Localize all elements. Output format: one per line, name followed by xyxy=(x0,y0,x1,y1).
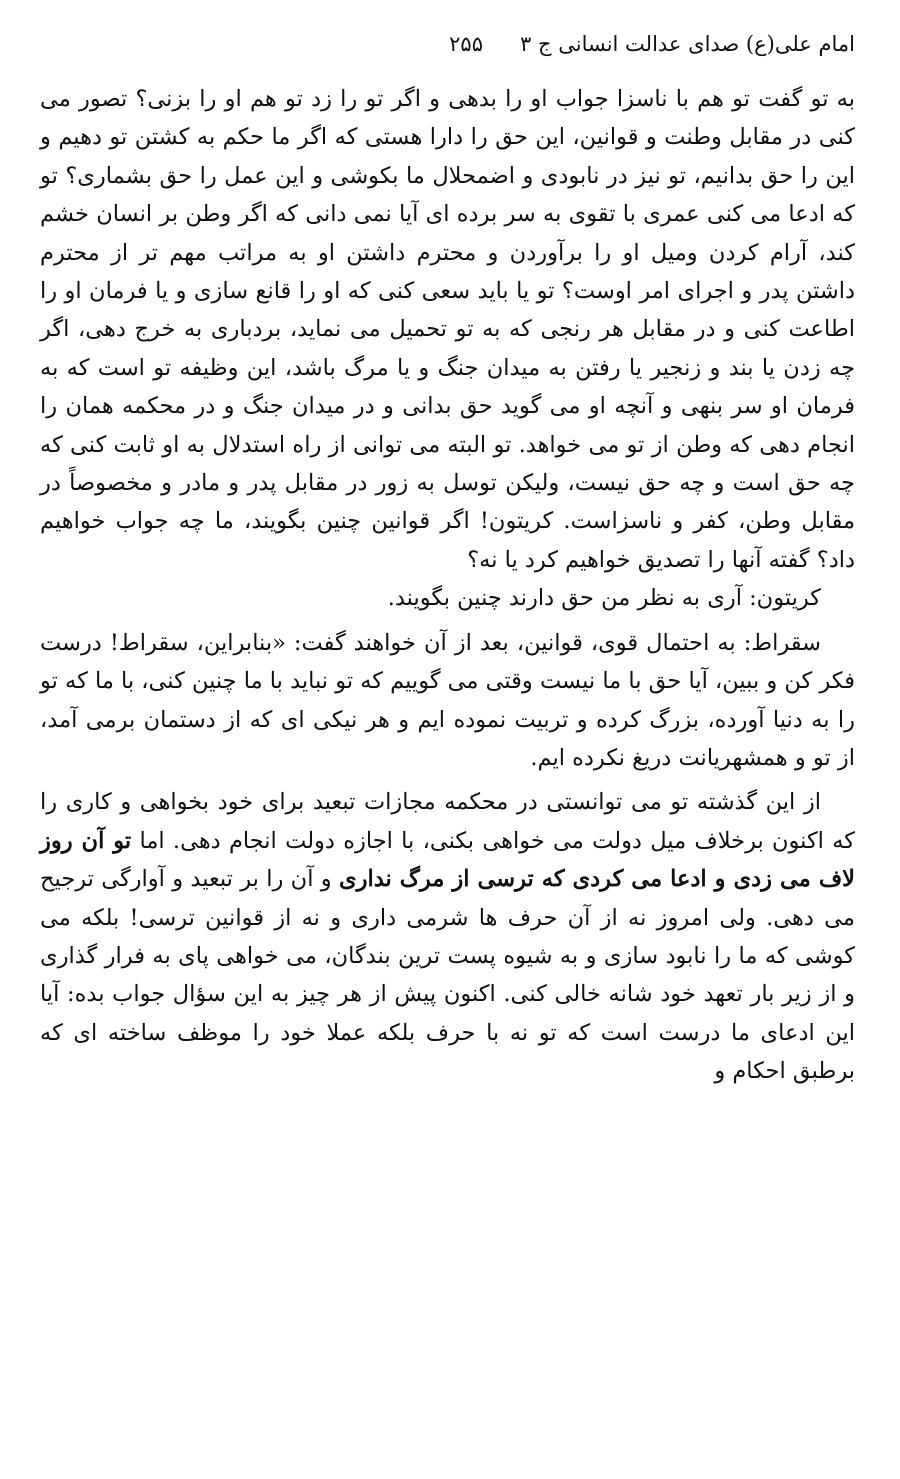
bold-text-segment: تو آن روز لاف می زدی و ادعا می کردی که ترسی از مرگ نداری xyxy=(40,827,855,893)
text-segment: به تو گفت تو هم با ناسزا جواب او را بدهی و اگر تو را زد تو هم او را بزنی؟ تصور می کنی در مقابل وطنت و قوانین، این حق را دارا هستی که اگر ما حکم به کشتن تو دهیم و این را حق بدانیم، تو نیز در نابودی و اضمحلال ما بکوشی و این عمل را حق بشماری؟ تو که ادعا می کنی عمری با تقوی به سر برده ای آیا نمی دانی که اگر وطن بر انسان خشم کند، آرام کردن ومیل او را برآوردن و محترم داشتن او به مراتب مهم تر از محترم داشتن پدر و اجرای امر اوست؟ تو یا باید سعی کنی که او را قانع سازی و یا فرمان او را اطاعت کنی و در مقابل هر رنجی که به تو تحمیل می نماید، بردباری به خرج دهی، اگر چه زدن یا بند و زنجیر یا رفتن به میدان جنگ و یا مرگ باشد، این وظیفه تو است که به فرمان او سر بنهی و آنچه او می گوید حق بدانی و در میدان جنگ و در محکمه همان را انجام دهی که وطن از تو می خواهد. تو البته می توانی از راه استدلال به او ثابت کنی که چه حق است و چه حق نیست، ولیکن توسل به زور در مقابل پدر و مادر و مخصوصاً در مقابل وطن، کفر و ناسزاست. کریتون! اگر قوانین چنین بگویند، ما چه جواب خواهیم داد؟ گفته آنها را تصدیق خواهیم کرد یا نه؟ xyxy=(40,86,855,573)
text-segment: و آن را بر تبعید و آوارگی ترجیح می دهی. ولی امروز نه از آن حرف ها شرمی داری و نه از قوانین ترسی! بلکه می کوشی که ما را نابود سازی و به شیوه پست ترین بندگان، می خواهی پای به فرار گذاری و از زیر بار تعهد خود شانه خالی کنی. اکنون پیش از هر چیز به این سؤال جواب بده: آیا این ادعای ما درست است که تو نه با حرف بلکه عملا خود را موظف ساخته ای که برطبق احکام و xyxy=(40,866,855,1085)
paragraph xyxy=(40,624,855,778)
body-text xyxy=(40,80,855,1091)
text-segment: کریتون: آری به نظر من حق دارند چنین بگویند. xyxy=(387,585,821,612)
paragraph xyxy=(40,783,855,1090)
paragraph xyxy=(40,579,855,617)
page-number: ۲۵۵ xyxy=(449,32,483,56)
text-segment: از این گذشته تو می توانستی در محکمه مجازات تبعید برای خود بخواهی و کاری را که اکنون برخلاف میل دولت می خواهی بکنی، با اجازه دولت انجام دهی. اما xyxy=(40,789,855,854)
page-header xyxy=(40,26,855,80)
text-segment: سقراط: به احتمال قوی، قوانین، بعد از آن خواهند گفت: «بنابراین، سقراط! درست فکر کن و ببین، آیا حق با ما نیست وقتی می گوییم که تو نباید با ما چنین کنی، با ما که تو را به دنیا آورده، بزرگ کرده و تربیت نموده ایم و هر نیکی ای که از دستمان برمی آمد، از تو و همشهریانت دریغ نکرده ایم. xyxy=(40,629,855,771)
book-title: امام علی(ع) صدای عدالت انسانی ج ۳ xyxy=(520,32,855,56)
paragraph xyxy=(40,80,855,579)
book-page xyxy=(40,26,855,1091)
